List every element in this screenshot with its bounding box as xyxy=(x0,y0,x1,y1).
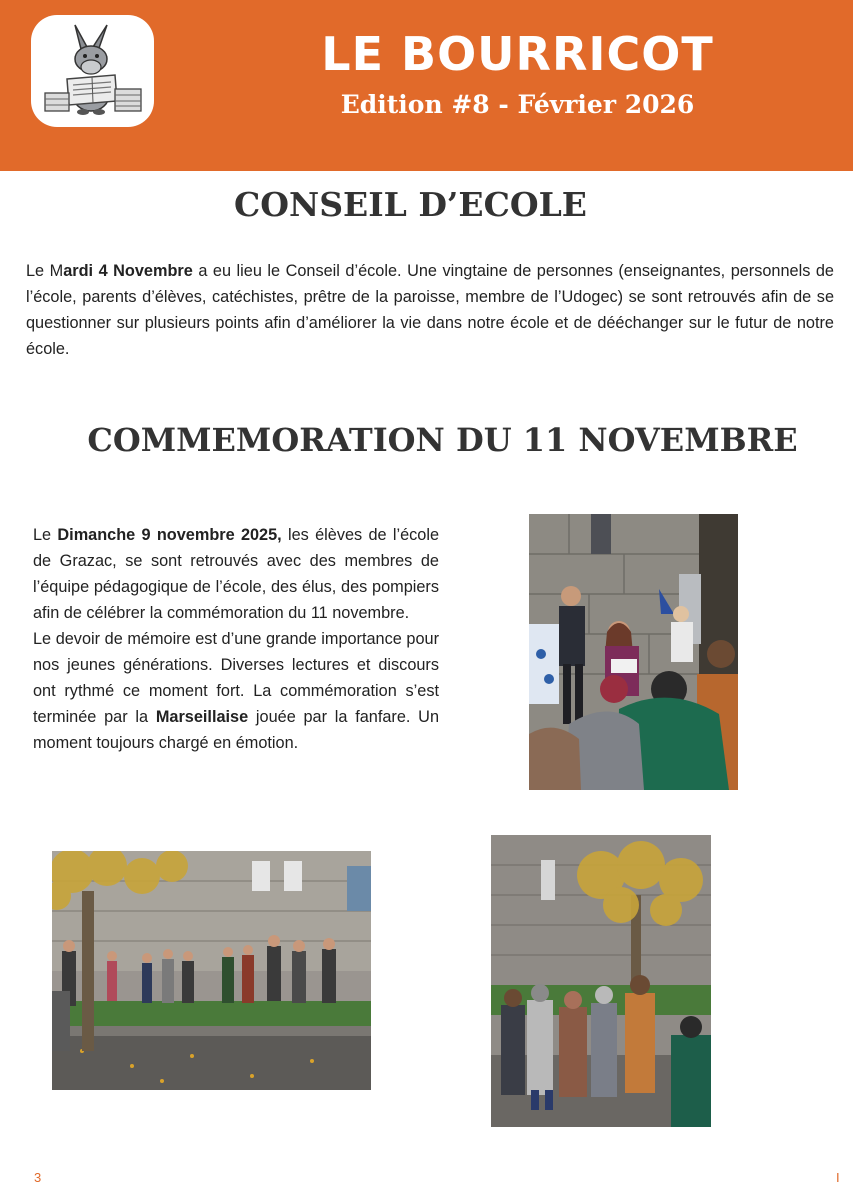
conseil-text-a: Le M xyxy=(26,262,64,280)
commemoration-text-3: Le devoir de mémoire est d’une grande importance pour nos jeunes générations. Diverses lectures et discours ont rythmé ce moment fort. La commémoration s’est terminée par la xyxy=(33,630,439,726)
commemoration-text-1: Le xyxy=(33,526,58,544)
section-title-commemoration: COMMEMORATION DU 11 NOVEMBRE xyxy=(87,421,798,459)
edition-subtitle: Edition #8 - Février 2026 xyxy=(340,90,695,119)
photo-crowd-courtyard xyxy=(491,835,711,1127)
logo xyxy=(31,15,154,127)
commemoration-paragraph xyxy=(33,522,439,756)
commemoration-date: Dimanche 9 novembre 2025, xyxy=(57,526,282,544)
marseillaise: Marseillaise xyxy=(155,708,249,726)
commemoration-text-2: les élèves de l’école de Grazac, se sont retrouvés avec des membres de l’équipe pédagogique de l’école, des élus, des pompiers afin de célébrer la commémoration du 11 novembre. xyxy=(33,526,439,622)
photo-schoolyard-group xyxy=(52,851,371,1090)
conseil-paragraph xyxy=(26,258,834,362)
conseil-text-b: a eu lieu le Conseil d’école. Une vingtaine de personnes (enseignantes, personnels de l’école, parents d’élèves, catéchistes, prêtre de la paroisse, membre de l’Udogec) se sont retrouvés afin de se questionner sur plusieurs points afin d’améliorer la vie dans notre école et de dééchanger sur le futur de notre école. xyxy=(26,262,834,358)
page-number: 3 xyxy=(34,1170,42,1185)
conseil-date: ardi 4 Novembre xyxy=(63,262,193,280)
donkey-reading-newspaper-icon xyxy=(31,15,154,127)
photo-student-reading xyxy=(529,514,738,790)
newsletter-title: LE BOURRICOT xyxy=(321,27,714,81)
commemoration-text-4: jouée par la fanfare. Un moment toujours chargé en émotion. xyxy=(33,708,439,752)
newsletter-header xyxy=(0,0,853,171)
section-title-conseil: CONSEIL D’ECOLE xyxy=(234,185,587,224)
page-mark: I xyxy=(836,1170,840,1185)
